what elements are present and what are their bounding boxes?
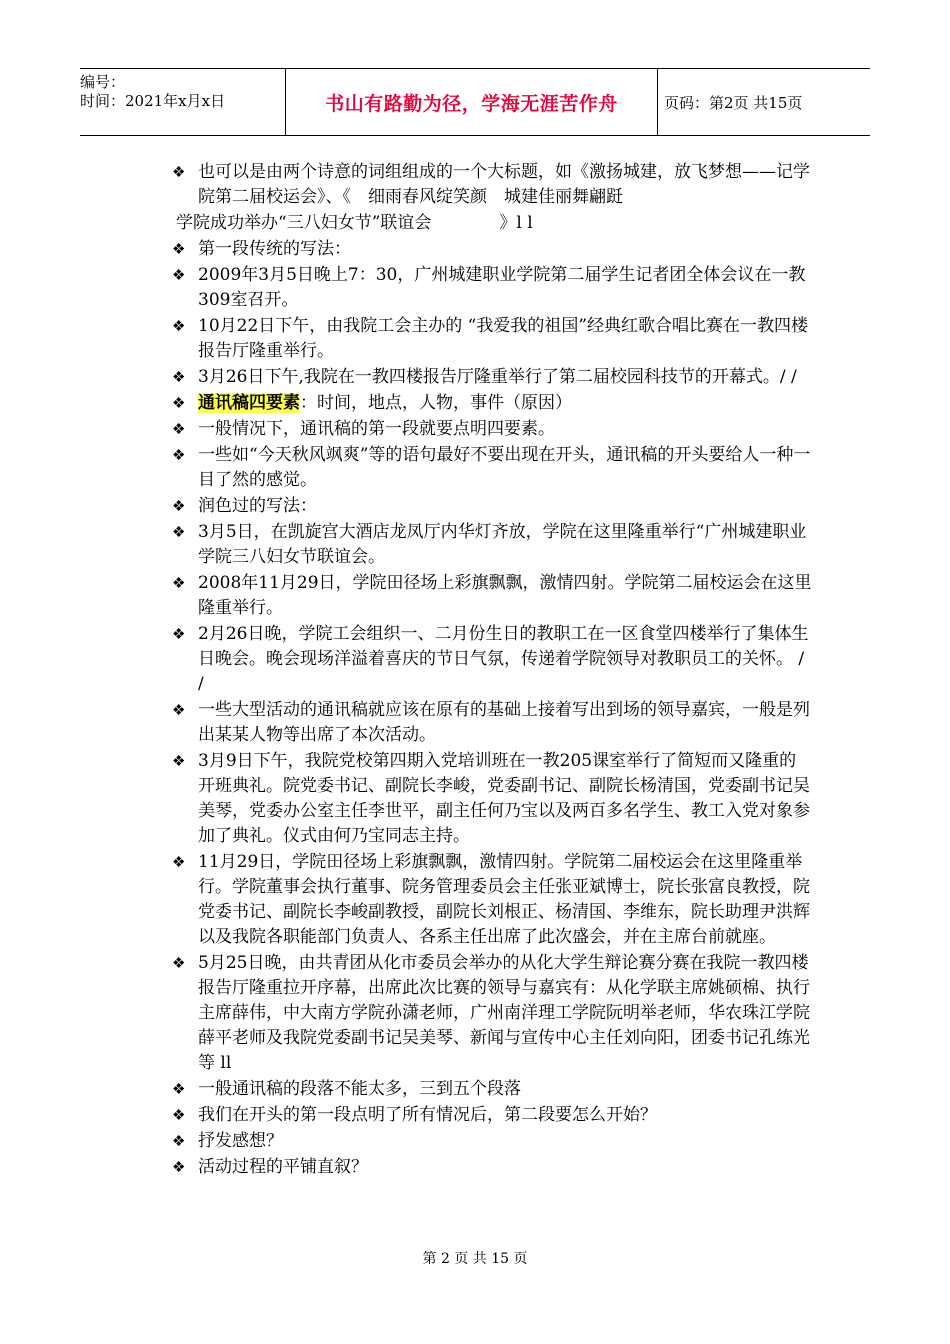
list-item-text: 一般情况下，通讯稿的第一段就要点明四要素。: [198, 419, 555, 439]
list-item-text: 3月5日，在凯旋宫大酒店龙凤厅内华灯齐放，学院在这里隆重举行“广州城建职业学院三八妇女节联谊会。: [198, 522, 807, 567]
diamond-bullet-icon: ❖: [172, 1158, 186, 1176]
list-item-text: 抒发感想？: [198, 1131, 283, 1151]
diamond-bullet-icon: ❖: [172, 954, 186, 972]
list-item: [172, 443, 812, 493]
diamond-bullet-icon: ❖: [172, 1132, 186, 1150]
list-item: [172, 571, 812, 621]
list-item: [172, 160, 812, 210]
diamond-bullet-icon: ❖: [172, 394, 186, 412]
page-footer: 第 2 页 共 15 页: [422, 1251, 528, 1267]
list-item-text: 11月29日，学院田径场上彩旗飘飘，激情四射。学院第二届校运会在这里隆重举行。学院董事会执行董事、院务管理委员会主任张亚斌博士，院长张富良教授，院党委书记、副院长李峻副教授，副院长刘根正、杨清国、李维东，院长助理尹洪辉以及我院各职能部门负责人、各系主任出席了此次盛会，并在主席台前就座。: [198, 852, 810, 947]
diamond-bullet-icon: ❖: [172, 752, 186, 770]
code-label: 编号：: [80, 73, 126, 91]
page-header: [80, 68, 870, 136]
diamond-bullet-icon: ❖: [172, 1106, 186, 1124]
list-item-text: 3月26日下午,我院在一教四楼报告厅隆重举行了第二届校园科技节的开幕式。/ /: [198, 367, 797, 387]
list-item-text: 2月26日晚，学院工会组织一、二月份生日的教职工在一区食堂四楼举行了集体生日晚会。晚会现场洋溢着喜庆的节日气氛，传递着学院领导对教职员工的关怀。 / /: [198, 624, 809, 694]
highlighted-term: 通讯稿四要素: [198, 393, 300, 413]
list-item-text: 一些如“今天秋风飒爽”等的语句最好不要出现在开头，通讯稿的开头要给人一种一目了然的感觉。: [198, 445, 811, 490]
diamond-bullet-icon: ❖: [172, 523, 186, 541]
list-item-text: 10月22日下午，由我院工会主办的 “我爱我的祖国”经典红歌合唱比赛在一教四楼报告厅隆重举行。: [198, 316, 809, 361]
list-item-text: 2008年11月29日，学院田径场上彩旗飘飘，激情四射。学院第二届校运会在这里隆重举行。: [198, 573, 812, 618]
diamond-bullet-icon: ❖: [172, 368, 186, 386]
list-item-text: 润色过的写法：: [198, 496, 317, 516]
list-item: [172, 850, 812, 950]
diamond-bullet-icon: ❖: [172, 497, 186, 515]
list-item: [172, 263, 812, 313]
list-item: [172, 494, 812, 519]
continuation-line: 学院成功举办“三八妇女节”联谊会 》l l: [176, 213, 533, 233]
list-item: [172, 365, 812, 390]
list-item-text: 一些大型活动的通讯稿就应该在原有的基础上接着写出到场的领导嘉宾，一般是列出某某人物等出席了本次活动。: [198, 700, 810, 745]
list-item: [172, 417, 812, 442]
list-item: [172, 391, 812, 416]
header-meta: [80, 69, 285, 135]
header-page-info: 页码：第2页 共15页: [664, 93, 803, 112]
document-body: [172, 160, 812, 1181]
list-item: [172, 1103, 812, 1128]
list-item-text: 3月9日下午，我院党校第四期入党培训班在一教205课室举行了简短而又隆重的开班典礼。院党委书记、副院长李峻，党委副书记、副院长杨清国，党委副书记吴美琴，党委办公室主任李世平，副主任何乃宝以及两百多名学生、教工入党对象参加了典礼。仪式由何乃宝同志主持。: [198, 751, 810, 846]
list-item: [172, 951, 812, 1076]
time-label: 时间：2021年x月x日: [80, 92, 226, 110]
diamond-bullet-icon: ❖: [172, 1080, 186, 1098]
diamond-bullet-icon: ❖: [172, 266, 186, 284]
list-item-text: 2009年3月5日晚上7：30，广州城建职业学院第二届学生记者团全体会议在一教309室召开。: [198, 265, 806, 310]
diamond-bullet-icon: ❖: [172, 701, 186, 719]
diamond-bullet-icon: ❖: [172, 420, 186, 438]
diamond-bullet-icon: ❖: [172, 853, 186, 871]
diamond-bullet-icon: ❖: [172, 317, 186, 335]
list-item: [172, 622, 812, 697]
list-item: [172, 520, 812, 570]
diamond-bullet-icon: ❖: [172, 574, 186, 592]
list-item: [172, 1077, 812, 1102]
list-item: [172, 749, 812, 849]
list-item: [172, 1129, 812, 1154]
list-item-text: 一般通讯稿的段落不能太多，三到五个段落: [198, 1079, 521, 1099]
diamond-bullet-icon: ❖: [172, 625, 186, 643]
list-item-text: 5月25日晚，由共青团从化市委员会举办的从化大学生辩论赛分赛在我院一教四楼报告厅隆重拉开序幕，出席此次比赛的领导与嘉宾有：从化学联主席姚硕棉、执行主席薛伟，中大南方学院孙潇老师，广州南洋理工学院阮明举老师，华农珠江学院薛平老师及我院党委副书记吴美琴、新闻与宣传中心主任刘向阳，团委书记孔练光等 ll: [198, 953, 810, 1073]
list-item-text: 活动过程的平铺直叙？: [198, 1157, 368, 1177]
header-slogan: 书山有路勤为径，学海无涯苦作舟: [285, 69, 658, 135]
diamond-bullet-icon: ❖: [172, 240, 186, 258]
list-item-text: 第一段传统的写法：: [198, 239, 351, 259]
list-item-text: 我们在开头的第一段点明了所有情况后，第二段要怎么开始？: [198, 1105, 657, 1125]
list-item: [172, 314, 812, 364]
diamond-bullet-icon: ❖: [172, 446, 186, 464]
list-item-text: ：时间，地点，人物，事件（原因）: [300, 393, 572, 413]
list-item: [172, 1155, 812, 1180]
list-item: [172, 698, 812, 748]
diamond-bullet-icon: ❖: [172, 163, 186, 181]
list-item: [172, 237, 812, 262]
list-item-text: 也可以是由两个诗意的词组组成的一个大标题，如《激扬城建，放飞梦想——记学院第二届校运会》、《 细雨春风绽笑颜 城建佳丽舞翩跹: [198, 162, 810, 207]
